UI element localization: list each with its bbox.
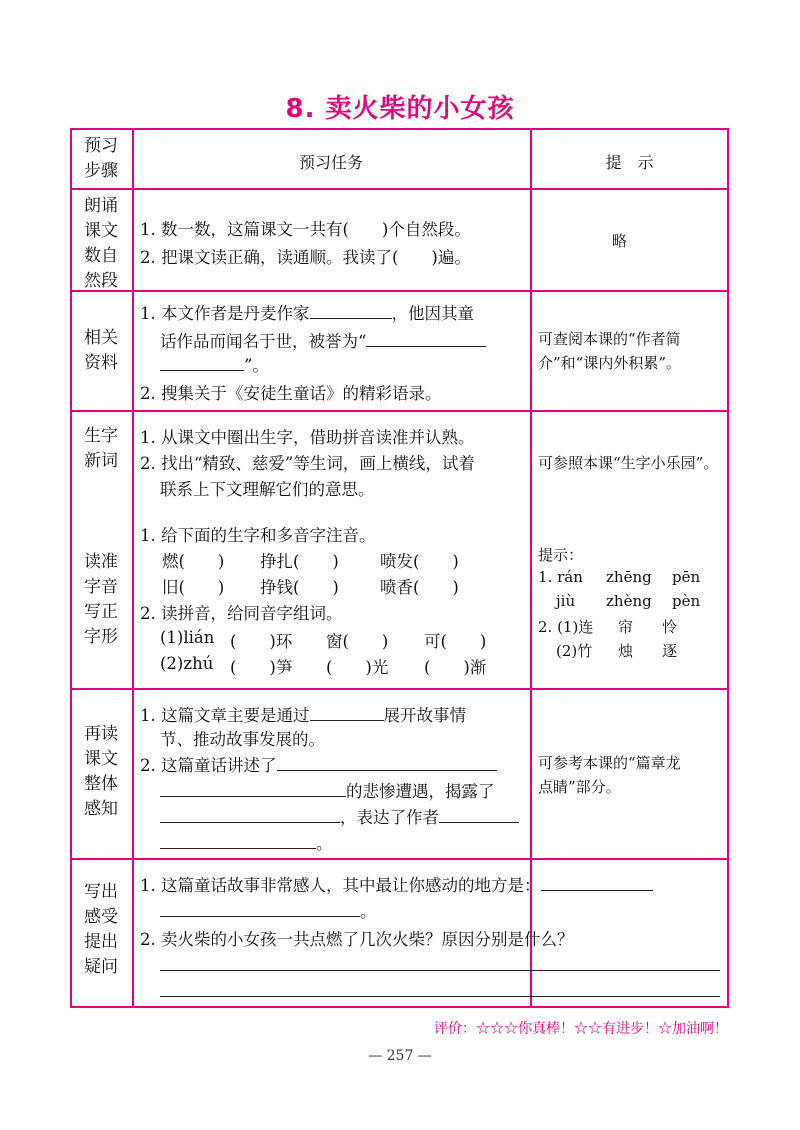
task-text: 联系上下文理解它们的意思。 (160, 480, 375, 499)
task-text: 1. 数一数，这篇课文一共有( )个自然段。 (140, 220, 471, 239)
page-number: — 257 — (368, 1048, 432, 1064)
header-step-line: 步骤 (84, 161, 118, 181)
char-item: 喷发( ) (380, 552, 459, 571)
step-overall-understanding (72, 722, 130, 822)
task-text: 1. 从课文中圈出生字，借助拼音读准并认熟。 (140, 428, 475, 447)
tip-text: 提示： (538, 546, 584, 564)
tip-chars: 怜 (662, 618, 678, 636)
answer-blank[interactable] (160, 782, 346, 797)
answer-blank[interactable] (366, 332, 486, 347)
step-feelings-questions (72, 880, 130, 980)
task-text (160, 830, 333, 854)
task-text: 2. 找出“精致、慈爱”等生词，画上横线，试着 (140, 454, 475, 473)
task-text-part: 2. 这篇童话讲述了 (140, 756, 277, 775)
step-line: 相关 (84, 328, 118, 348)
step-related-material (72, 326, 130, 376)
task-text-part: 1. 本文作者是丹麦作家 (140, 304, 310, 323)
task-text (160, 804, 519, 828)
tip-text: 可参考本课的“篇章龙 (538, 754, 681, 772)
tip-text: 点睛”部分。 (538, 778, 621, 796)
task-text: 1. 给下面的生字和多音字注音。 (140, 526, 376, 545)
pinyin-item: ( )光 (326, 658, 389, 677)
task-text: 2. 卖火柴的小女孩一共点燃了几次火柴？原因分别是什么？ (140, 930, 574, 949)
answer-blank[interactable] (160, 902, 360, 917)
pinyin-item: 可( ) (424, 632, 487, 651)
row-divider (72, 410, 727, 412)
task-text (160, 898, 377, 922)
tip-chars: (2)竹 (556, 642, 593, 660)
step-read-aloud (72, 194, 130, 294)
task-text-part: ，他因其童 (391, 304, 474, 323)
pinyin-item: ( )笋 (230, 658, 293, 677)
tip-pinyin: pēn (672, 568, 701, 586)
pinyin-item: ( )环 (230, 632, 293, 651)
step-line: 疑问 (84, 957, 118, 977)
header-step-line: 预习 (84, 136, 118, 156)
step-line: 整体 (84, 774, 118, 794)
step-line: 然段 (84, 271, 118, 291)
tip-chars: 烛 (618, 642, 634, 660)
answer-blank[interactable] (160, 356, 244, 371)
step-line: 课文 (84, 749, 118, 769)
step-line: 感受 (84, 907, 118, 927)
tip-pinyin: jiù (556, 592, 576, 610)
step-line: 字形 (84, 627, 118, 647)
task-text (140, 872, 653, 896)
pinyin-item: 窗( ) (326, 632, 389, 651)
answer-blank[interactable] (277, 756, 497, 771)
tip-text: 可查阅本课的“作者简 (538, 330, 681, 348)
step-line: 写正 (84, 602, 118, 622)
answer-line[interactable] (160, 996, 720, 997)
answer-blank[interactable] (160, 834, 316, 849)
row-divider (72, 188, 727, 190)
row-divider (72, 858, 727, 860)
step-line: 课文 (84, 221, 118, 241)
task-text (140, 300, 474, 324)
step-line: 朗诵 (84, 196, 118, 216)
tip-text: 可参照本课“生字小乐园”。 (538, 454, 719, 472)
column-divider (132, 130, 134, 1006)
task-text-part: 。 (360, 902, 377, 921)
tip-pinyin: pèn (672, 592, 701, 610)
header-tip: 提 示 (605, 153, 654, 172)
pinyin-item: (2)zhú (160, 654, 214, 673)
answer-blank[interactable] (541, 876, 653, 891)
task-text (160, 778, 495, 802)
tip-pinyin: zhèng (606, 592, 652, 610)
step-line: 写出 (84, 882, 118, 902)
char-item: 挣扎( ) (260, 552, 339, 571)
step-line: 新词 (84, 451, 118, 471)
header-step (72, 134, 130, 184)
char-item: 喷香( ) (380, 578, 459, 597)
task-text: 节、推动故事发展的。 (160, 730, 325, 749)
task-text: 2. 搜集关于《安徒生童话》的精彩语录。 (140, 384, 442, 403)
step-line: 数自 (84, 246, 118, 266)
tip-chars: 2. (1)连 (538, 618, 594, 636)
step-line: 感知 (84, 799, 118, 819)
task-text: 2. 读拼音，给同音字组词。 (140, 604, 343, 623)
answer-line[interactable] (160, 970, 720, 971)
task-text-part: 的悲惨遭遇，揭露了 (346, 782, 495, 801)
task-text-part: ”。 (244, 356, 269, 375)
step-line: 读准 (84, 552, 118, 572)
pinyin-item: ( )渐 (424, 658, 487, 677)
char-item: 旧( ) (162, 578, 225, 597)
task-text-part: 1. 这篇童话故事非常感人，其中最让你感动的地方是： (140, 876, 541, 895)
tip-chars: 帘 (618, 618, 634, 636)
tip-text: 略 (612, 232, 628, 250)
task-text (160, 352, 269, 376)
task-text-part: 话作品而闻名于世，被誉为“ (160, 332, 367, 351)
task-text (160, 328, 486, 352)
task-text-part: 1. 这篇文章主要是通过 (140, 706, 310, 725)
answer-blank[interactable] (439, 808, 519, 823)
task-text (140, 702, 466, 726)
task-text-part: ，表达了作者 (340, 808, 439, 827)
step-line: 字音 (84, 577, 118, 597)
tip-pinyin: 1. rán (538, 568, 583, 586)
char-item: 挣钱( ) (260, 578, 339, 597)
row-divider (72, 688, 727, 690)
tip-pinyin: zhēng (606, 568, 652, 586)
answer-blank[interactable] (310, 706, 384, 721)
evaluation-line: 评价：☆☆☆你真棒！☆☆有进步！☆加油啊！ (434, 1021, 728, 1037)
tip-chars: 逐 (662, 642, 678, 660)
step-new-words (72, 424, 130, 474)
step-line: 资料 (84, 353, 118, 373)
row-divider (72, 290, 727, 292)
answer-blank[interactable] (160, 808, 340, 823)
char-item: 燃( ) (162, 552, 225, 571)
page-title: 8. 卖火柴的小女孩 (285, 94, 515, 124)
task-text: 2. 把课文读正确，读通顺。我读了( )遍。 (140, 248, 471, 267)
header-task: 预习任务 (298, 153, 363, 172)
answer-blank[interactable] (310, 304, 392, 319)
tip-text: 介”和“课内外积累”。 (538, 354, 682, 372)
step-line: 生字 (84, 426, 118, 446)
task-text (140, 752, 497, 776)
task-text-part: 展开故事情 (383, 706, 466, 725)
step-line: 提出 (84, 932, 118, 952)
preview-table (70, 128, 729, 1008)
step-line: 再读 (84, 724, 118, 744)
pinyin-item: (1)lián (160, 628, 215, 647)
step-pronunciation (72, 550, 130, 650)
task-text-part: 。 (316, 834, 333, 853)
